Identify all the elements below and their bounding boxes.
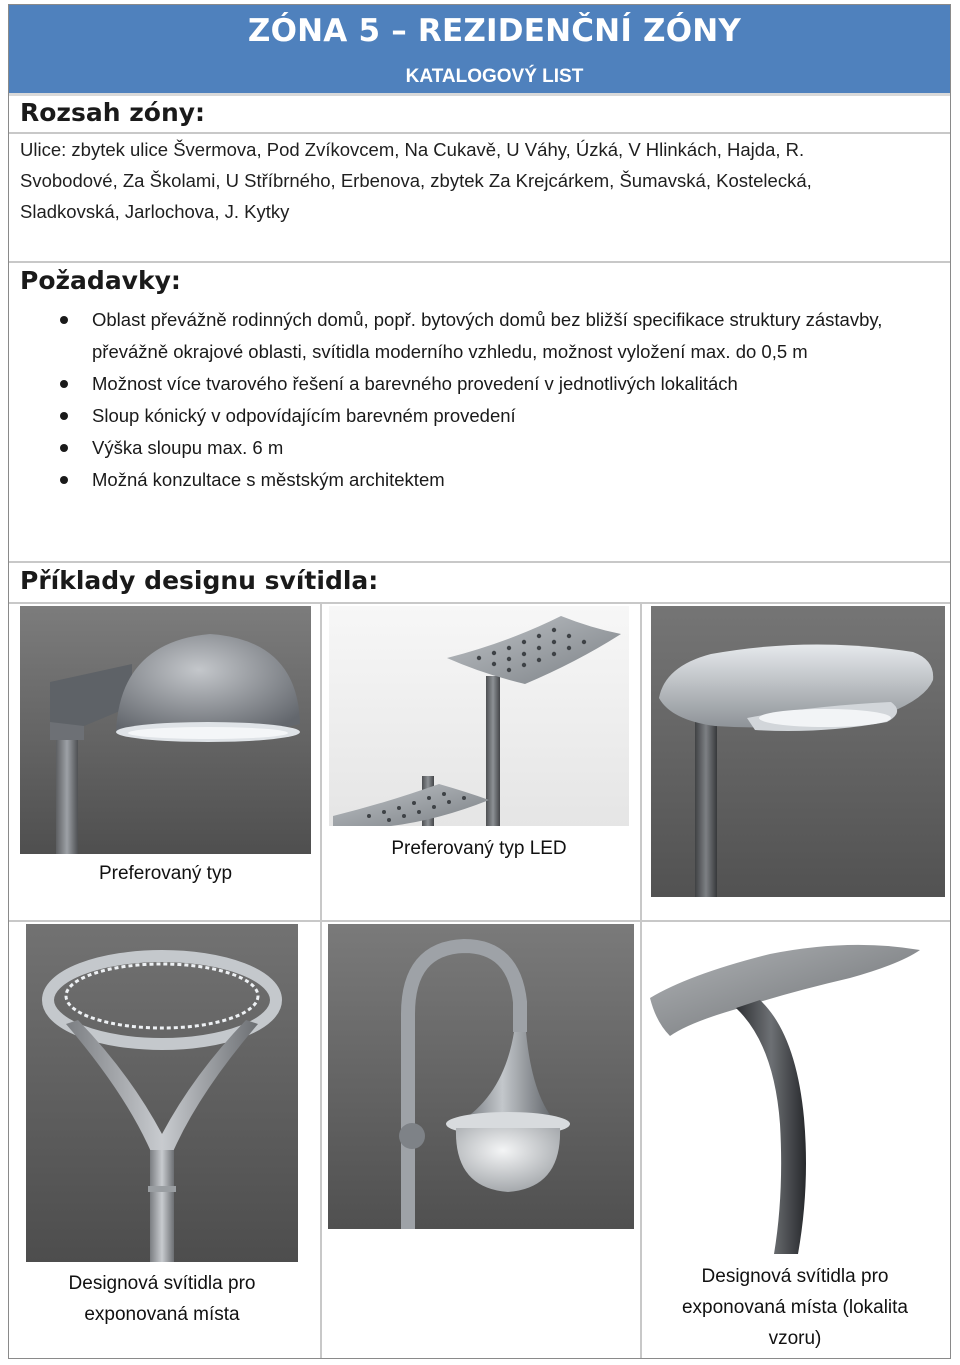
zone-line-3: Sladkovská, Jarlochova, J. Kytky <box>20 201 290 222</box>
caption-2: Preferovaný typ LED <box>391 838 567 859</box>
luminaire-photo-4 <box>26 924 298 1262</box>
zone-line-2: Svobodové, Za Školami, U Stříbrného, Erbenova, zbytek Za Krejcárkem, Šumavská, Kostelecká, <box>20 170 812 191</box>
luminaire-photo-2 <box>329 606 629 826</box>
ring-luminaire-icon <box>26 924 298 1262</box>
luminaire-photo-3 <box>651 606 945 897</box>
divider <box>640 603 642 921</box>
divider <box>320 603 322 921</box>
requirement-item: Výška sloupu max. 6 m <box>60 432 920 464</box>
requirements-list <box>60 304 920 496</box>
requirement-item: Oblast převážně rodinných domů, popř. bytových domů bez bližší specifikace struktury zástavby, převážně okrajové oblasti, svítidla moderního vzhledu, možnost vyložení max. do 0,5 m <box>60 304 920 368</box>
page-subtitle: KATALOGOVÝ LIST <box>405 66 584 87</box>
caption-1: Preferovaný typ <box>98 863 233 884</box>
caption-4-line-2: exponovaná místa <box>84 1304 240 1325</box>
luminaire-photo-1 <box>20 606 311 854</box>
caption-4 <box>26 1268 298 1330</box>
caption-6 <box>650 1261 940 1354</box>
divider <box>640 922 642 1358</box>
zone-streets <box>20 134 920 227</box>
zone-line-1: Ulice: zbytek ulice Švermova, Pod Zvíkovcem, Na Cukavě, U Váhy, Úzká, V Hlinkách, Hajda, R. <box>20 139 805 160</box>
examples-heading: Příklady designu svítidla: <box>20 566 379 595</box>
caption-6-line-3: vzoru) <box>768 1328 822 1349</box>
caption-4-line-1: Designová svítidla pro <box>68 1273 256 1294</box>
divider <box>9 561 950 563</box>
requirement-item: Možnost více tvarového řešení a barevného provedení v jednotlivých lokalitách <box>60 368 920 400</box>
swan-neck-luminaire-icon <box>650 924 940 1254</box>
luminaire-photo-6 <box>650 924 940 1254</box>
divider <box>9 261 950 263</box>
requirement-item: Možná konzultace s městským architektem <box>60 464 920 496</box>
zone-heading: Rozsah zóny: <box>20 98 206 127</box>
requirement-item: Sloup kónický v odpovídajícím barevném provedení <box>60 400 920 432</box>
divider <box>320 922 322 1358</box>
crook-lantern-icon <box>328 924 634 1229</box>
divider <box>9 920 950 922</box>
requirements-heading: Požadavky: <box>20 266 181 295</box>
caption-6-line-1: Designová svítidla pro <box>701 1266 889 1287</box>
header-bar <box>9 5 950 96</box>
page-title: ZÓNA 5 – REZIDENČNÍ ZÓNY <box>247 13 742 49</box>
caption-6-line-2: exponovaná místa (lokalita <box>681 1297 908 1318</box>
luminaire-photo-5 <box>328 924 634 1229</box>
led-panel-luminaire-icon <box>329 606 629 826</box>
street-luminaire-icon <box>651 606 945 897</box>
dome-luminaire-icon <box>20 606 311 854</box>
divider <box>9 602 950 604</box>
